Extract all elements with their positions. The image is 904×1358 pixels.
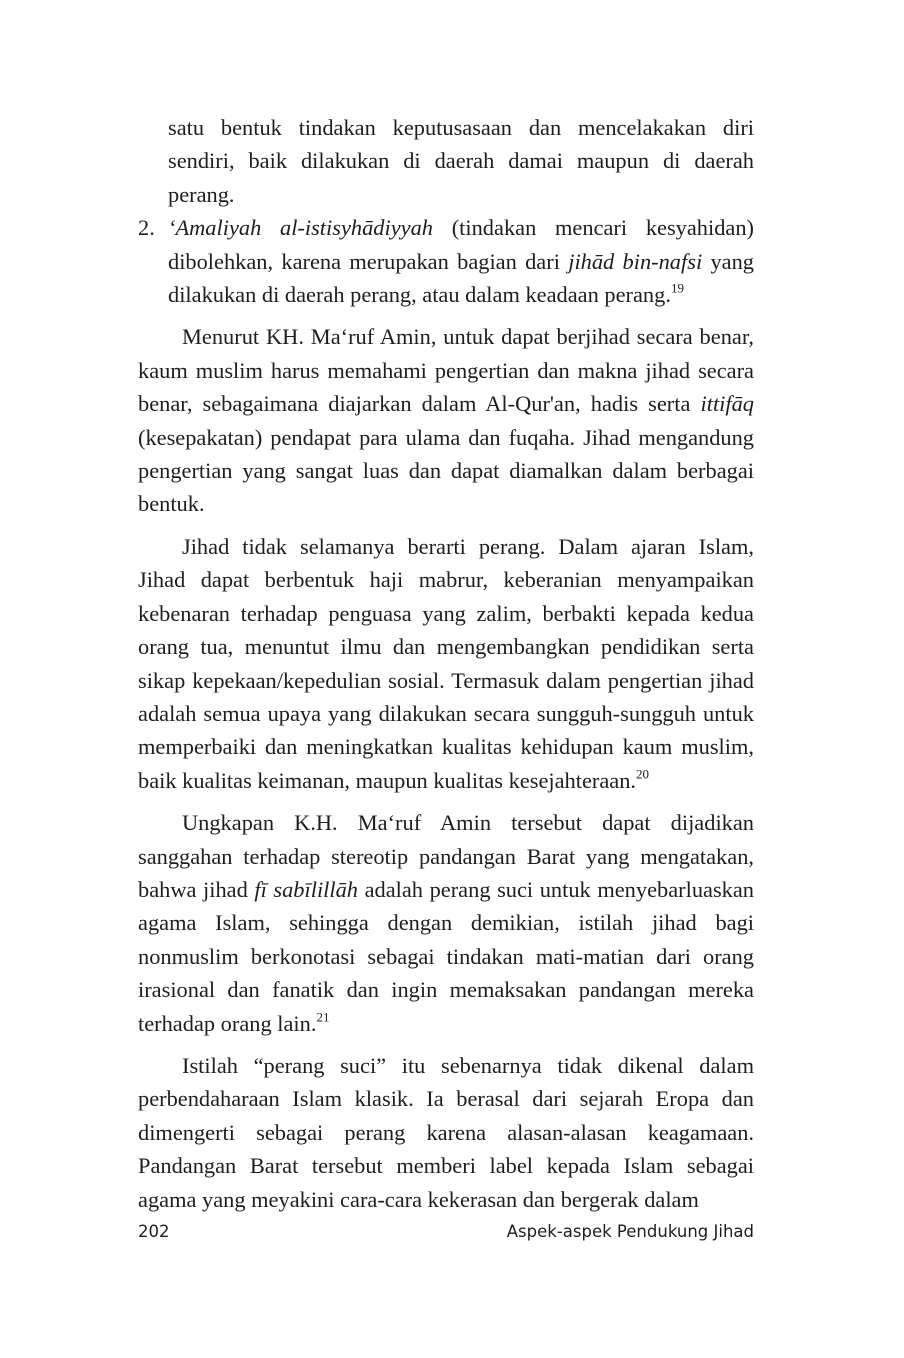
- term-jihad-bin-nafsi: jihād bin-nafsi: [568, 248, 703, 274]
- term-fi-sabilillah: fī sabīlillāh: [254, 876, 358, 902]
- continued-list-text: satu bentuk tindakan keputusasaan dan mencelakakan diri sendiri, baik dilakukan di daerah damai maupun di daerah perang.: [168, 115, 754, 207]
- paragraph-text: Ungkapan K.H. Ma‘ruf Amin tersebut dapat dijadikan sanggahan terhadap stereotip pandangan Barat yang mengatakan, bahwa jihad: [138, 810, 754, 902]
- list-number: 2.: [138, 215, 155, 241]
- paragraph-2: [138, 530, 754, 797]
- paragraph-text: Jihad tidak selamanya berarti perang. Dalam ajaran Islam, Jihad dapat berbentuk haji mabrur, keberanian menyampaikan kebenaran terhadap penguasa yang zalim, berbakti kepada kedua orang tua, menuntut ilmu dan mengembangkan pendidikan serta sikap kepekaan/kepedulian sosial. Termasuk dalam pengertian jihad adalah semua upaya yang dilakukan secara sungguh-sungguh untuk memperbaiki dan meningkatkan kualitas kehidupan kaum muslim, baik kualitas keimanan, maupun kualitas kesejahteraan.: [138, 533, 754, 793]
- list-item-text: (tindakan mencari kesyahidan) dibolehkan, karena merupakan bagian dari: [168, 215, 755, 274]
- page-number: 202: [138, 1222, 170, 1241]
- paragraph-4: Istilah “perang suci” itu sebenarnya tidak dikenal dalam perbendaharaan Islam klasik. Ia berasal dari sejarah Eropa dan dimengerti sebagai perang karena alasan-alasan keagamaan. Pandangan Barat tersebut memberi label kepada Islam sebagai agama yang meyakini cara-cara kekerasan dan bergerak dalam: [138, 1052, 754, 1212]
- paragraph-text: (kesepakatan) pendapat para ulama dan fuqaha. Jihad mengandung pengertian yang sangat luas dan dapat diamalkan dalam berbagai bentuk.: [138, 424, 754, 517]
- body-text: [138, 111, 754, 1216]
- footnote-ref-20[interactable]: 20: [636, 765, 650, 781]
- paragraph-3: [138, 806, 754, 1040]
- running-title: Aspek-aspek Pendukung Jihad: [506, 1222, 754, 1241]
- footnote-ref-21[interactable]: 21: [316, 1008, 330, 1024]
- paragraph-text: Menurut KH. Ma‘ruf Amin, untuk dapat berjihad secara benar, kaum muslim harus memahami pengertian dan makna jihad secara benar, sebagaimana diajarkan dalam Al-Qur'an, hadis serta: [138, 324, 754, 417]
- list-item-2: [138, 211, 754, 311]
- list-item-text: yang dilakukan di daerah perang, atau dalam keadaan perang.: [168, 248, 754, 308]
- paragraph-1: [138, 320, 754, 520]
- footnote-ref-19[interactable]: 19: [670, 280, 684, 296]
- term-amaliyah: ‘Amaliyah al-istisyhādiyyah: [168, 215, 433, 241]
- term-ittifaq: ittifāq: [700, 391, 754, 417]
- paragraph-text: adalah perang suci untuk menyebarluaskan agama Islam, sehingga dengan demikian, istilah jihad bagi nonmuslim berkonotasi sebagai tindakan mati-matian dari orang irasional dan fanatik dan ingin memaksakan pandangan mereka terhadap orang lain.: [138, 876, 754, 1036]
